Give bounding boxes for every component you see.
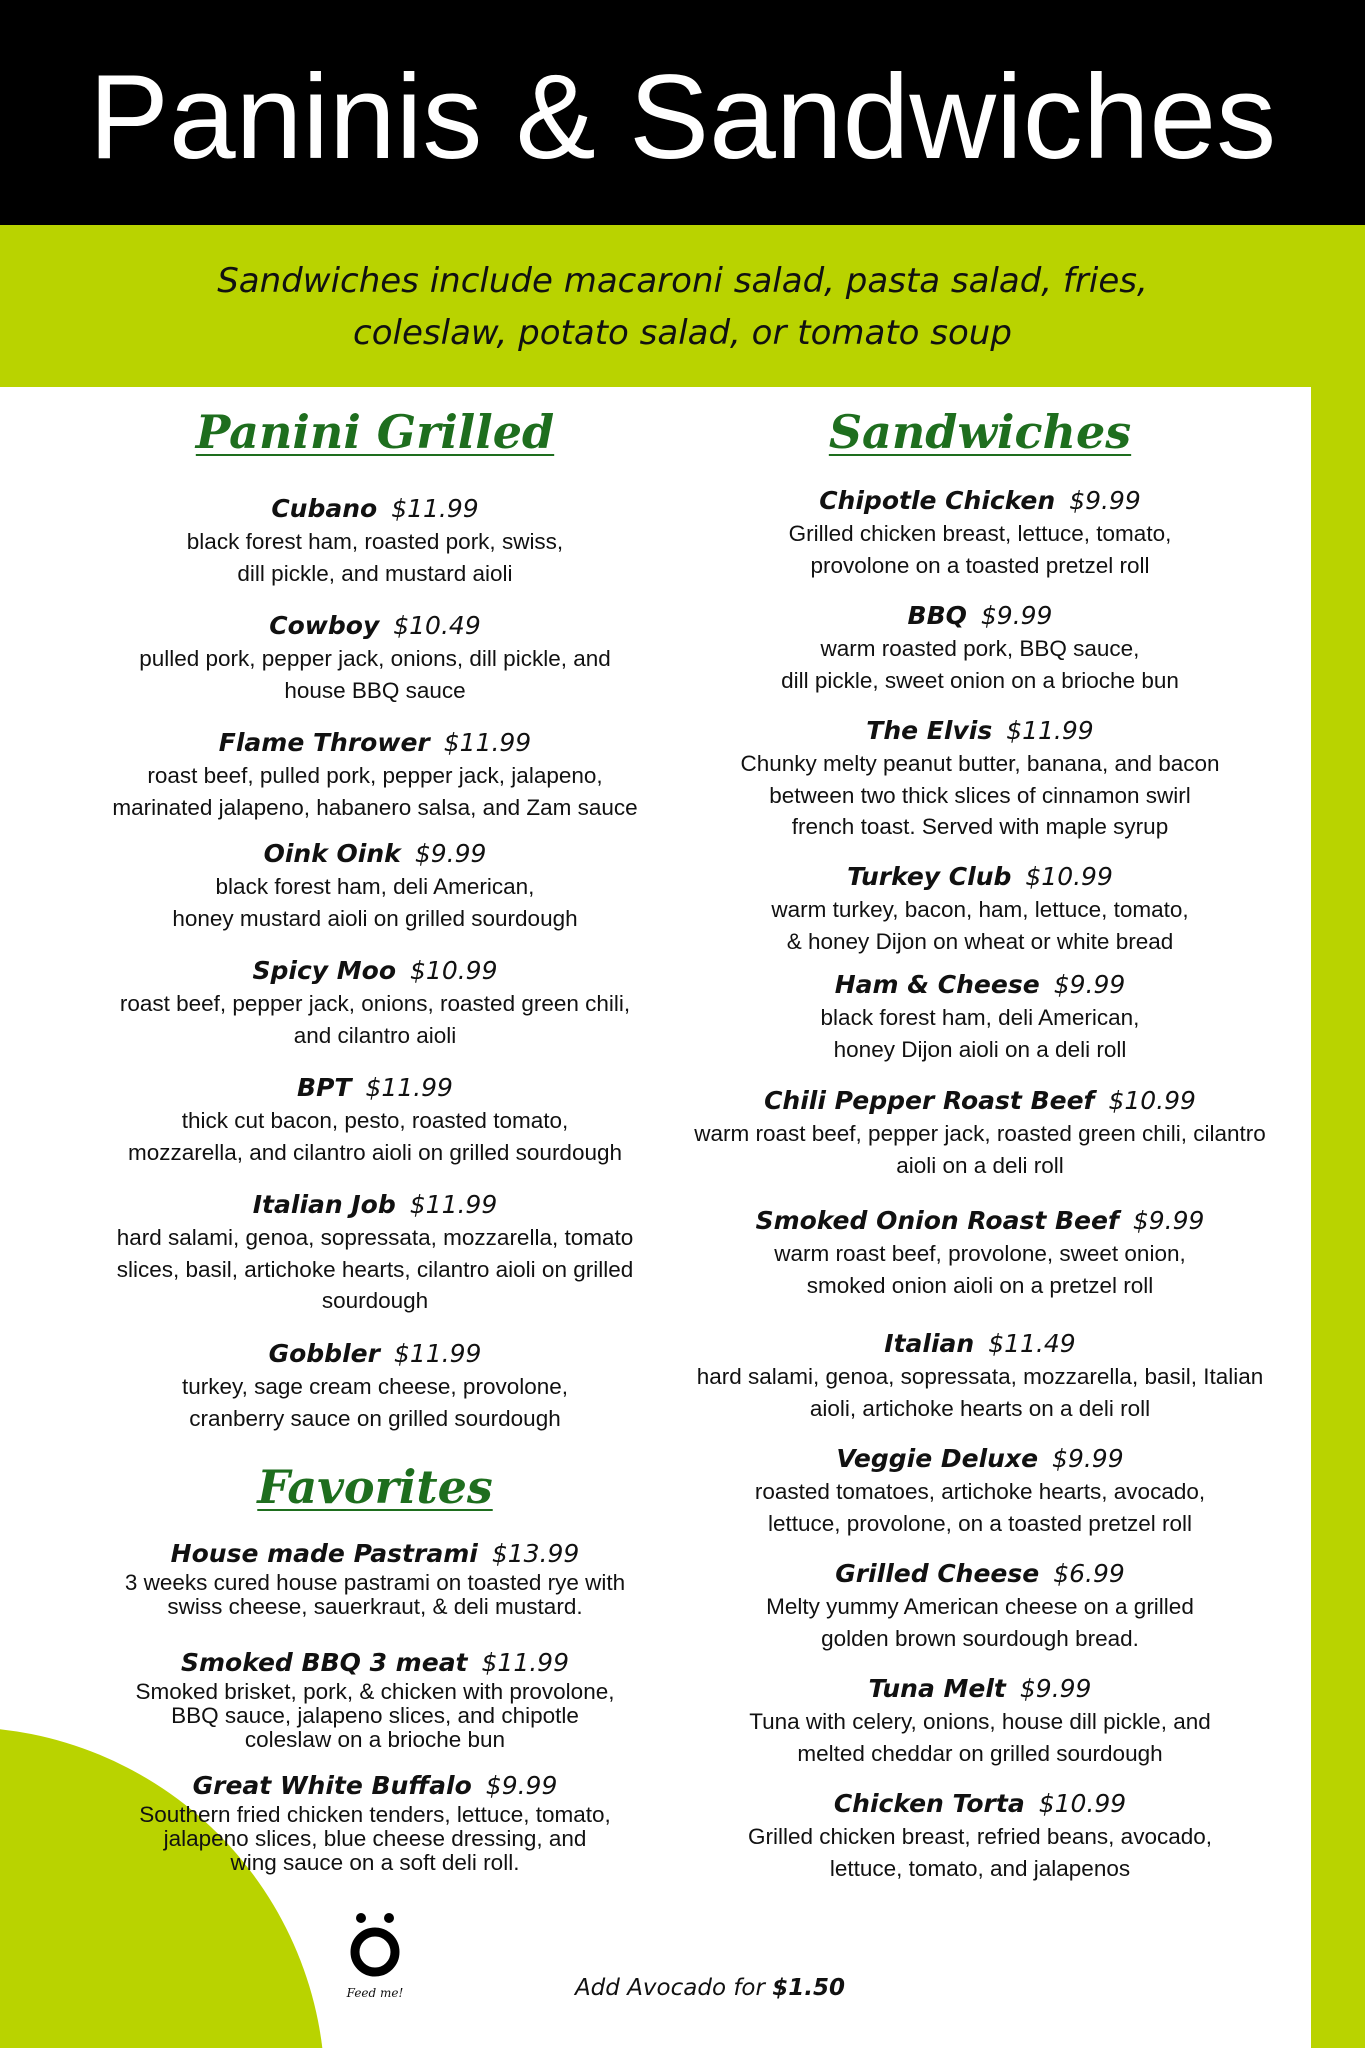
- item-price: $9.99: [980, 601, 1053, 630]
- item-price: $6.99: [1053, 1559, 1125, 1588]
- description-line: dill pickle, sweet onion on a brioche bun: [781, 667, 1179, 693]
- item-price: $11.99: [409, 1190, 498, 1219]
- item-price: $10.99: [1025, 862, 1113, 891]
- section-heading-favorites: Favorites: [257, 1460, 493, 1514]
- section-heading-panini: Panini Grilled: [195, 405, 555, 459]
- item-name: Chili Pepper Roast Beef: [764, 1086, 1095, 1115]
- menu-item-header: [85, 1769, 665, 1803]
- item-description: [670, 1238, 1290, 1301]
- menu-item-cowboy: [85, 609, 665, 706]
- menu-item-header: [85, 1071, 665, 1105]
- menu-item-tuna-melt: [670, 1672, 1290, 1769]
- menu-item-header: [670, 1327, 1290, 1361]
- item-description: [85, 526, 665, 589]
- item-description: [670, 518, 1290, 581]
- add-avocado-note: [540, 1975, 880, 2001]
- description-line: coleslaw on a brioche bun: [244, 1727, 506, 1752]
- menu-item-turkey-club: [670, 860, 1290, 957]
- description-line: lettuce, provolone, on a toasted pretzel roll: [767, 1510, 1192, 1536]
- description-line: aioli, artichoke hearts on a deli roll: [809, 1395, 1151, 1421]
- description-line: between two thick slices of cinnamon swirl: [769, 782, 1191, 808]
- item-name: Cowboy: [269, 611, 380, 640]
- item-name: Turkey Club: [847, 862, 1012, 891]
- description-line: warm roast beef, pepper jack, roasted green chili, cilantro: [694, 1121, 1266, 1146]
- description-line: Southern fried chicken tenders, lettuce, tomato,: [139, 1802, 611, 1827]
- menu-item-header: [85, 609, 665, 643]
- item-description: [85, 760, 665, 823]
- item-price: $9.99: [1069, 486, 1141, 515]
- item-description: [670, 1476, 1290, 1539]
- item-description: [670, 1591, 1290, 1654]
- item-description: [670, 633, 1290, 696]
- description-line: pulled pork, pepper jack, onions, dill pickle, and: [139, 646, 611, 671]
- description-line: swiss cheese, sauerkraut, & deli mustard.: [167, 1594, 583, 1619]
- description-line: warm turkey, bacon, ham, lettuce, tomato,: [771, 897, 1189, 922]
- menu-item-header: [85, 726, 665, 760]
- menu-item-header: [670, 1442, 1290, 1476]
- description-line: golden brown sourdough bread.: [821, 1625, 1139, 1651]
- subtitle-line: coleslaw, potato salad, or tomato soup: [353, 313, 1012, 353]
- description-line: lettuce, tomato, and jalapenos: [829, 1855, 1131, 1881]
- menu-item-great-white-buffalo: [85, 1769, 665, 1875]
- description-line: hard salami, genoa, sopressata, mozzarella, basil, Italian: [696, 1364, 1264, 1389]
- item-price: $10.49: [393, 611, 481, 640]
- add-avocado-price: $1.50: [772, 1975, 846, 2001]
- description-line: melted cheddar on grilled sourdough: [797, 1740, 1163, 1766]
- item-description: [670, 748, 1290, 843]
- description-line: black forest ham, roasted pork, swiss,: [186, 529, 564, 554]
- item-price: $11.99: [393, 1339, 482, 1368]
- description-line: Melty yummy American cheese on a grilled: [766, 1594, 1194, 1619]
- item-name: Veggie Deluxe: [836, 1444, 1039, 1473]
- menu-item-house-made-pastrami: [85, 1537, 665, 1619]
- item-name: Chicken Torta: [833, 1789, 1025, 1818]
- menu-item-cubano: [85, 492, 665, 589]
- item-name: House made Pastrami: [170, 1539, 478, 1568]
- description-line: thick cut bacon, pesto, roasted tomato,: [181, 1108, 569, 1133]
- item-price: $9.99: [1052, 1444, 1124, 1473]
- description-line: roast beef, pepper jack, onions, roasted green chili,: [119, 991, 631, 1016]
- description-line: Tuna with celery, onions, house dill pickle, and: [749, 1709, 1211, 1734]
- item-price: $11.99: [481, 1648, 569, 1677]
- menu-item-ham-and-cheese: [670, 968, 1290, 1065]
- item-description: [85, 1803, 665, 1875]
- item-name: BPT: [297, 1073, 352, 1102]
- menu-panel: [0, 387, 1311, 2048]
- item-name: Ham & Cheese: [834, 970, 1040, 999]
- description-line: wing sauce on a soft deli roll.: [230, 1850, 520, 1875]
- item-description: [670, 1706, 1290, 1769]
- description-line: Grilled chicken breast, refried beans, avocado,: [748, 1824, 1212, 1849]
- description-line: sourdough: [321, 1288, 429, 1313]
- item-price: $9.99: [1053, 970, 1126, 999]
- item-description: [670, 1361, 1290, 1424]
- menu-item-bbq: [670, 599, 1290, 696]
- item-description: [670, 1821, 1290, 1884]
- description-line: Smoked brisket, pork, & chicken with provolone,: [135, 1679, 615, 1704]
- item-name: Flame Thrower: [218, 728, 430, 757]
- logo: [320, 1912, 430, 2000]
- description-line: warm roast beef, provolone, sweet onion,: [774, 1241, 1186, 1266]
- item-price: $13.99: [491, 1539, 580, 1568]
- menu-item-header: [670, 714, 1290, 748]
- description-line: Grilled chicken breast, lettuce, tomato,: [788, 521, 1172, 546]
- item-name: Italian: [884, 1329, 975, 1358]
- menu-item-header: [85, 1188, 665, 1222]
- item-price: $9.99: [414, 839, 487, 868]
- item-name: Smoked Onion Roast Beef: [755, 1206, 1119, 1235]
- item-name: Smoked BBQ 3 meat: [181, 1648, 468, 1677]
- item-name: Cubano: [271, 494, 378, 523]
- menu-item-italian-job: [85, 1188, 665, 1317]
- description-line: cranberry sauce on grilled sourdough: [189, 1405, 561, 1431]
- description-line: honey mustard aioli on grilled sourdough: [172, 905, 578, 931]
- menu-item-flame-thrower: [85, 726, 665, 823]
- menu-item-header: [670, 484, 1290, 518]
- menu-item-header: [670, 1672, 1290, 1706]
- menu-item-header: [670, 1084, 1290, 1118]
- menu-item-bpt: [85, 1071, 665, 1168]
- item-price: $11.99: [443, 728, 532, 757]
- description-line: house BBQ sauce: [284, 677, 466, 703]
- menu-item-header: [670, 1557, 1290, 1591]
- item-price: $10.99: [1038, 1789, 1127, 1818]
- item-name: BBQ: [907, 601, 967, 630]
- item-description: [670, 1118, 1290, 1181]
- subtitle-line: Sandwiches include macaroni salad, pasta salad, fries,: [217, 261, 1148, 301]
- menu-item-header: [670, 968, 1290, 1002]
- item-price: $9.99: [1019, 1674, 1092, 1703]
- item-price: $11.99: [391, 494, 479, 523]
- add-avocado-text: Add Avocado for: [574, 1975, 773, 2001]
- menu-item-italian: [670, 1327, 1290, 1424]
- description-line: honey Dijon aioli on a deli roll: [833, 1036, 1127, 1062]
- item-name: Chipotle Chicken: [819, 486, 1056, 515]
- description-line: and cilantro aioli: [293, 1022, 457, 1048]
- menu-item-the-elvis: [670, 714, 1290, 843]
- menu-item-veggie-deluxe: [670, 1442, 1290, 1539]
- item-description: [85, 988, 665, 1051]
- description-line: smoked onion aioli on a pretzel roll: [806, 1272, 1154, 1298]
- logo-caption: Feed me!: [346, 1986, 404, 2000]
- item-name: Italian Job: [252, 1190, 396, 1219]
- item-description: [85, 1371, 665, 1434]
- item-price: $11.49: [988, 1329, 1076, 1358]
- menu-item-header: [670, 1204, 1290, 1238]
- description-line: BBQ sauce, jalapeno slices, and chipotle: [171, 1703, 579, 1728]
- description-line: & honey Dijon on wheat or white bread: [786, 928, 1174, 954]
- description-line: aioli on a deli roll: [896, 1152, 1064, 1178]
- description-line: hard salami, genoa, sopressata, mozzarella, tomato: [116, 1225, 634, 1250]
- menu-item-smoked-onion-roast-beef: [670, 1204, 1290, 1301]
- description-line: provolone on a toasted pretzel roll: [810, 552, 1150, 578]
- item-price: $10.99: [1108, 1086, 1196, 1115]
- menu-item-header: [670, 599, 1290, 633]
- menu-item-smoked-bbq-3-meat: [85, 1646, 665, 1752]
- page-title: Paninis & Sandwiches: [88, 50, 1277, 184]
- description-line: marinated jalapeno, habanero salsa, and Zam sauce: [112, 794, 638, 820]
- description-line: dill pickle, and mustard aioli: [237, 560, 513, 586]
- item-name: Spicy Moo: [252, 956, 397, 985]
- menu-item-chipotle-chicken: [670, 484, 1290, 581]
- description-line: french toast. Served with maple syrup: [791, 814, 1169, 839]
- description-line: roast beef, pulled pork, pepper jack, jalapeno,: [147, 763, 603, 788]
- description-line: 3 weeks cured house pastrami on toasted rye with: [124, 1570, 626, 1595]
- description-line: mozzarella, and cilantro aioli on grilled sourdough: [127, 1139, 623, 1165]
- item-price: $9.99: [485, 1771, 558, 1800]
- menu-item-oink-oink: [85, 837, 665, 934]
- menu-item-chili-pepper-roast-beef: [670, 1084, 1290, 1181]
- header-bar: [0, 0, 1365, 225]
- item-price: $9.99: [1132, 1206, 1205, 1235]
- menu-item-header: [85, 954, 665, 988]
- menu-item-spicy-moo: [85, 954, 665, 1051]
- item-name: Oink Oink: [263, 839, 401, 868]
- description-line: black forest ham, deli American,: [215, 874, 535, 899]
- menu-item-header: [85, 837, 665, 871]
- menu-item-header: [85, 1337, 665, 1371]
- item-description: [85, 643, 665, 706]
- item-name: Great White Buffalo: [192, 1771, 472, 1800]
- section-heading-sandwiches: Sandwiches: [828, 405, 1132, 459]
- item-description: [85, 871, 665, 934]
- item-name: Grilled Cheese: [835, 1559, 1040, 1588]
- item-description: [670, 894, 1290, 957]
- item-name: The Elvis: [866, 716, 993, 745]
- description-line: jalapeno slices, blue cheese dressing, and: [163, 1826, 587, 1851]
- item-description: [85, 1680, 665, 1752]
- logo-icon: [342, 1912, 408, 1978]
- menu-item-header: [670, 860, 1290, 894]
- item-description: [85, 1105, 665, 1168]
- menu-item-header: [85, 492, 665, 526]
- item-description: [85, 1571, 665, 1619]
- description-line: slices, basil, artichoke hearts, cilantro aioli on grilled: [116, 1256, 634, 1282]
- description-line: Chunky melty peanut butter, banana, and bacon: [740, 751, 1220, 776]
- item-name: Tuna Melt: [868, 1674, 1006, 1703]
- menu-item-header: [670, 1787, 1290, 1821]
- description-line: black forest ham, deli American,: [820, 1005, 1140, 1030]
- item-price: $10.99: [410, 956, 498, 985]
- description-line: turkey, sage cream cheese, provolone,: [181, 1374, 569, 1399]
- item-price: $11.99: [1006, 716, 1094, 745]
- description-line: roasted tomatoes, artichoke hearts, avocado,: [754, 1479, 1206, 1504]
- item-name: Gobbler: [268, 1339, 380, 1368]
- menu-item-grilled-cheese: [670, 1557, 1290, 1654]
- menu-item-chicken-torta: [670, 1787, 1290, 1884]
- menu-item-header: [85, 1646, 665, 1680]
- item-description: [85, 1222, 665, 1317]
- menu-item-gobbler: [85, 1337, 665, 1434]
- menu-subtitle: [0, 255, 1365, 359]
- description-line: warm roasted pork, BBQ sauce,: [820, 636, 1140, 661]
- item-description: [670, 1002, 1290, 1065]
- item-price: $11.99: [365, 1073, 453, 1102]
- menu-item-header: [85, 1537, 665, 1571]
